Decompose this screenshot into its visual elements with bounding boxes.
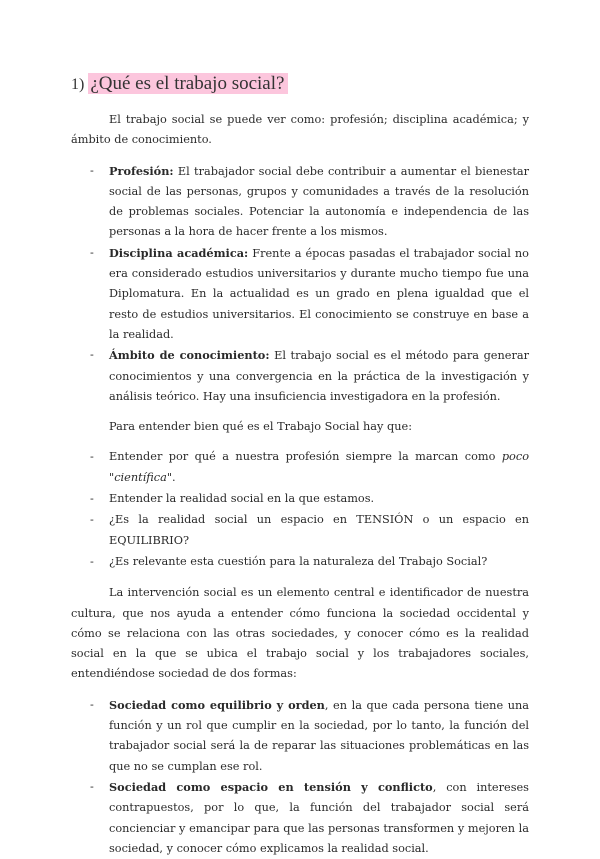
society-term: Sociedad como equilibrio y orden <box>109 697 325 712</box>
list-item <box>71 243 529 345</box>
definition-term: Profesión: <box>109 163 174 178</box>
intervention-paragraph: La intervención social es un elemento central e identificador de nuestra cultura, que nos ayuda a entender cómo funciona la sociedad occidental y cómo se relaciona con las otras sociedades, y conocer cómo es la realidad social en la que se ubica el trabajo social y los trabajadores sociales, entendiéndose sociedad de dos formas: <box>71 586 529 681</box>
item-text: Entender por qué a nuestra profesión siempre la marcan como <box>109 450 502 464</box>
society-forms-list <box>71 695 529 859</box>
item-end: . <box>172 470 176 484</box>
section-heading <box>71 70 288 99</box>
understand-list <box>71 447 529 572</box>
society-text: , con intereses contrapuestos, por lo que, la función del trabajador social será concienciar y emancipar para que las personas transformen y mejoren la sociedad, y conocer cómo explicamos la realidad social. <box>109 780 529 855</box>
definitions-list <box>71 161 529 408</box>
list-item: - ¿Es la realidad social un espacio en TENSIÓN o un espacio en EQUILIBRIO? <box>71 510 529 551</box>
society-term: Sociedad como espacio en tensión y conflicto <box>109 779 433 794</box>
definition-term: Ámbito de conocimiento: <box>109 348 270 363</box>
definition-text: El trabajo social es el método para generar conocimientos y una convergencia en la práctica de la investigación y análisis teórico. Hay una insuficiencia investigadora en la profesión. <box>109 349 529 403</box>
list-item <box>71 777 529 859</box>
list-item: - Entender la realidad social en la que estamos. <box>71 489 529 509</box>
list-item <box>71 345 529 407</box>
intro-paragraph: El trabajo social se puede ver como: profesión; disciplina académica; y ámbito de conocimiento. <box>71 113 529 147</box>
definition-text: Frente a épocas pasadas el trabajador social no era considerado estudios universitarios y durante mucho tiempo fue una Diplomatura. En la actualidad es un grado en plena igualdad que el resto de estudios universitarios. El conocimiento se construye en base a la realidad. <box>109 246 529 341</box>
list-item <box>71 161 529 243</box>
list-item <box>71 695 529 777</box>
heading-number: 1) <box>71 76 85 93</box>
list-item: - ¿Es relevante esta cuestión para la naturaleza del Trabajo Social? <box>71 552 529 572</box>
definition-text: El trabajador social debe contribuir a aumentar el bienestar social de las personas, grupos y comunidades a través de la resolución de problemas sociales. Potenciar la autonomía e independencia de las personas a la hora de hacer frente a los mismos. <box>109 164 529 239</box>
heading-text: ¿Qué es el trabajo social? <box>88 73 288 94</box>
item-italic: poco "científica" <box>109 450 529 484</box>
society-text: , en la que cada persona tiene una función y un rol que cumplir en la sociedad, por lo tanto, la función del trabajador social será la de reparar las situaciones problemáticas en las que no se cumplan ese rol. <box>109 698 529 773</box>
understand-intro: Para entender bien qué es el Trabajo Social hay que: <box>109 420 413 434</box>
list-item <box>71 447 529 488</box>
document-body <box>71 110 529 859</box>
definition-term: Disciplina académica: <box>109 245 249 260</box>
